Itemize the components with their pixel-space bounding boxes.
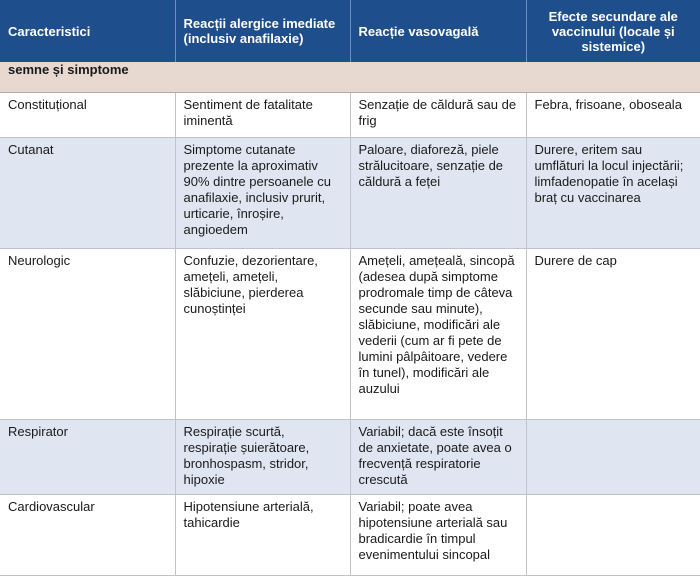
row-name: Respirator xyxy=(0,420,175,495)
table-row xyxy=(0,420,700,495)
section-label: semne și simptome xyxy=(0,62,700,93)
cell-allergic: Simptome cutanate prezente la aproximativ 90% dintre persoanele cu anafilaxie, inclusiv prurit, urticarie, înroșire, angioedem xyxy=(175,138,350,249)
header-vaccine-side-effects: Efecte secundare ale vaccinului (locale și sistemice) xyxy=(526,0,700,62)
row-name: Cutanat xyxy=(0,138,175,249)
header-characteristics: Caracteristici xyxy=(0,0,175,62)
cell-vasovagal: Variabil; poate avea hipotensiune arterială sau bradicardie în timpul evenimentului sincopal xyxy=(350,495,526,576)
table-row xyxy=(0,93,700,138)
row-name: Cardiovascular xyxy=(0,495,175,576)
cell-side-effects: Durere, eritem sau umflături la locul injectării; limfadenopatie în același braț cu vaccinarea xyxy=(526,138,700,249)
cell-side-effects: Febra, frisoane, oboseala xyxy=(526,93,700,138)
cell-vasovagal: Amețeli, amețeală, sincopă (adesea după simptome prodromale timp de câteva secunde sau minute), slăbiciune, modificări ale vederii (cum ar fi pete de lumini pâlpâitoare, vedere în tunel), modificări ale auzului xyxy=(350,249,526,420)
header-vasovagal-reaction: Reacție vasovagală xyxy=(350,0,526,62)
header-allergic-reactions: Reacții alergice imediate (inclusiv anafilaxie) xyxy=(175,0,350,62)
header-row xyxy=(0,0,700,62)
cell-allergic: Confuzie, dezorientare, amețeli, amețeli, slăbiciune, pierderea cunoștinței xyxy=(175,249,350,420)
cell-side-effects xyxy=(526,495,700,576)
cell-vasovagal: Variabil; dacă este însoțit de anxietate, poate avea o frecvență respiratorie crescută xyxy=(350,420,526,495)
cell-allergic: Respirație scurtă, respirație șuierătoare, bronhospasm, stridor, hipoxie xyxy=(175,420,350,495)
cell-allergic: Sentiment de fatalitate iminentă xyxy=(175,93,350,138)
cell-allergic: Hipotensiune arterială, tahicardie xyxy=(175,495,350,576)
row-name: Neurologic xyxy=(0,249,175,420)
table-row xyxy=(0,495,700,576)
table-row xyxy=(0,138,700,249)
cell-vasovagal: Senzație de căldură sau de frig xyxy=(350,93,526,138)
cell-vasovagal: Paloare, diaforeză, piele strălucitoare, senzație de căldură a feței xyxy=(350,138,526,249)
section-row xyxy=(0,62,700,93)
row-name: Constituțional xyxy=(0,93,175,138)
table-row xyxy=(0,249,700,420)
cell-side-effects xyxy=(526,420,700,495)
cell-side-effects: Durere de cap xyxy=(526,249,700,420)
